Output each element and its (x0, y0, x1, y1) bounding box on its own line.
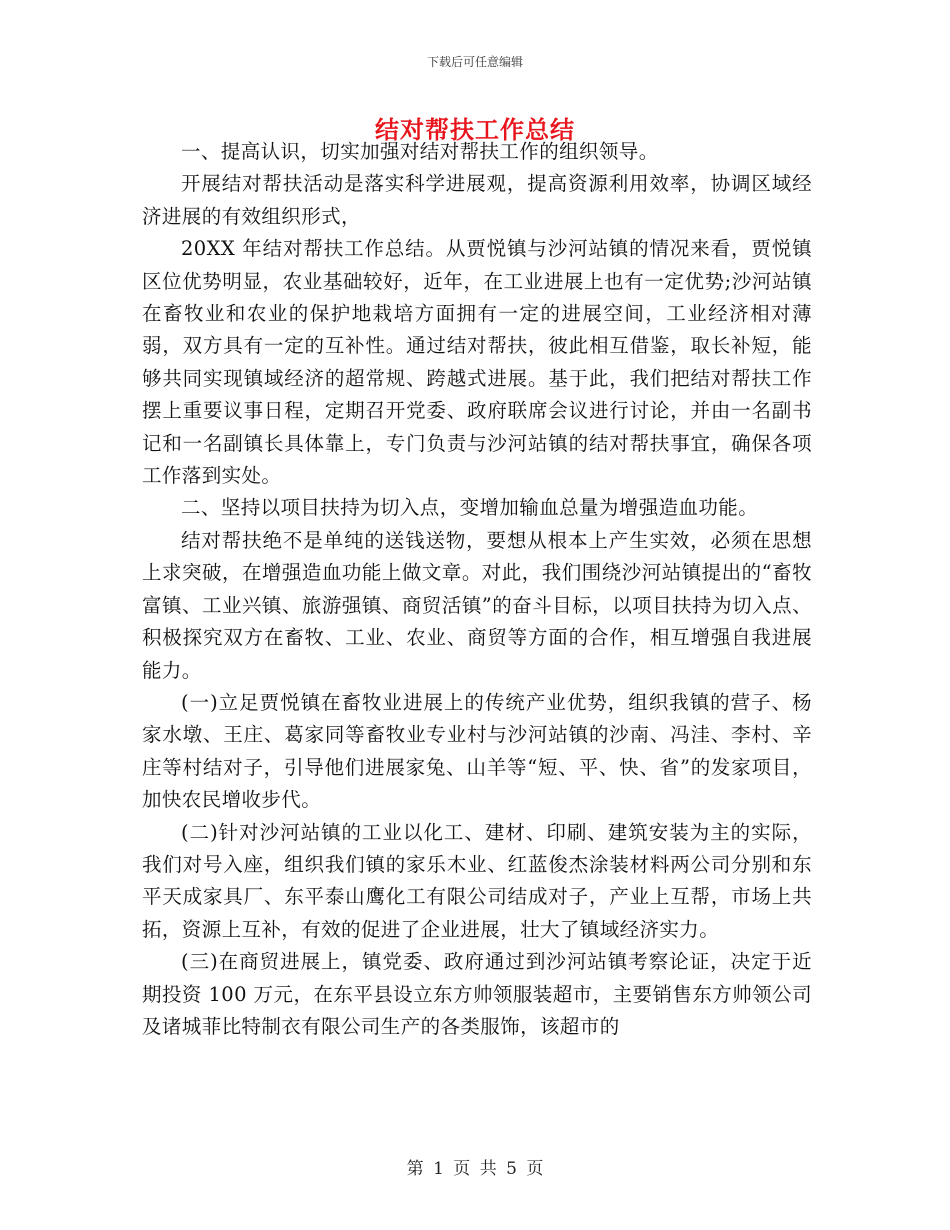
paragraph: (二)针对沙河站镇的工业以化工、建材、印刷、建筑安装为主的实际，我们对号入座，组织我们镇的家乐木业、红蓝俊杰涂装材料两公司分别和东平天成家具厂、东平泰山鹰化工有限公司结成对子，产业上互帮，市场上共拓，资源上互补，有效的促进了企业进展，壮大了镇域经济实力。 (142, 820, 812, 941)
paragraph: 二、坚持以项目扶持为切入点，变增加输血总量为增强造血功能。 (181, 496, 759, 520)
paragraph: 结对帮扶绝不是单纯的送钱送物，要想从根本上产生实效，必须在思想上求突破，在增强造血功能上做文章。对此，我们围绕沙河站镇提出的“畜牧富镇、工业兴镇、旅游强镇、商贸活镇”的奋斗目标，以项目扶持为切入点、积极探究双方在畜牧、工业、农业、商贸等方面的合作，相互增强自我进展能力。 (142, 528, 812, 682)
page-number-footer: 第 1 页 共 5 页 (406, 1159, 544, 1179)
page-header-note: 下载后可任意编辑 (426, 55, 523, 69)
document-body (142, 136, 812, 1043)
document-title: 结对帮扶工作总结 (375, 115, 575, 144)
paragraph: (三)在商贸进展上，镇党委、政府通过到沙河站镇考察论证，决定于近期投资 100 万元，在东平县设立东方帅领服装超市，主要销售东方帅领公司及诸城菲比特制衣有限公司生产的各类服饰，该超市的 (142, 950, 812, 1038)
paragraph: 一、提高认识，切实加强对结对帮扶工作的组织领导。 (181, 140, 659, 163)
paragraph: (一)立足贾悦镇在畜牧业进展上的传统产业优势，组织我镇的营子、杨家水墩、王庄、葛家同等畜牧业专业村与沙河站镇的沙南、冯洼、李村、辛庄等村结对子，引导他们进展家兔、山羊等“短、平、快、省”的发家项目，加快农民增收步代。 (142, 690, 812, 812)
paragraph: 20XX 年结对帮扶工作总结。从贾悦镇与沙河站镇的情况来看，贾悦镇区位优势明显，农业基础较好，近年，在工业进展上也有一定优势;沙河站镇在畜牧业和农业的保护地栽培方面拥有一定的进展空间，工业经济相对薄弱，双方具有一定的互补性。通过结对帮扶，彼此相互借鉴，取长补短，能够共同实现镇域经济的超常规、跨越式进展。基于此，我们把结对帮扶工作摆上重要议事日程，定期召开党委、政府联席会议进行讨论，并由一名副书记和一名副镇长具体靠上，专门负责与沙河站镇的结对帮扶事宜，确保各项工作落到实处。 (142, 237, 812, 488)
paragraph: 开展结对帮扶活动是落实科学进展观，提高资源利用效率，协调区域经济进展的有效组织形式， (142, 172, 812, 228)
